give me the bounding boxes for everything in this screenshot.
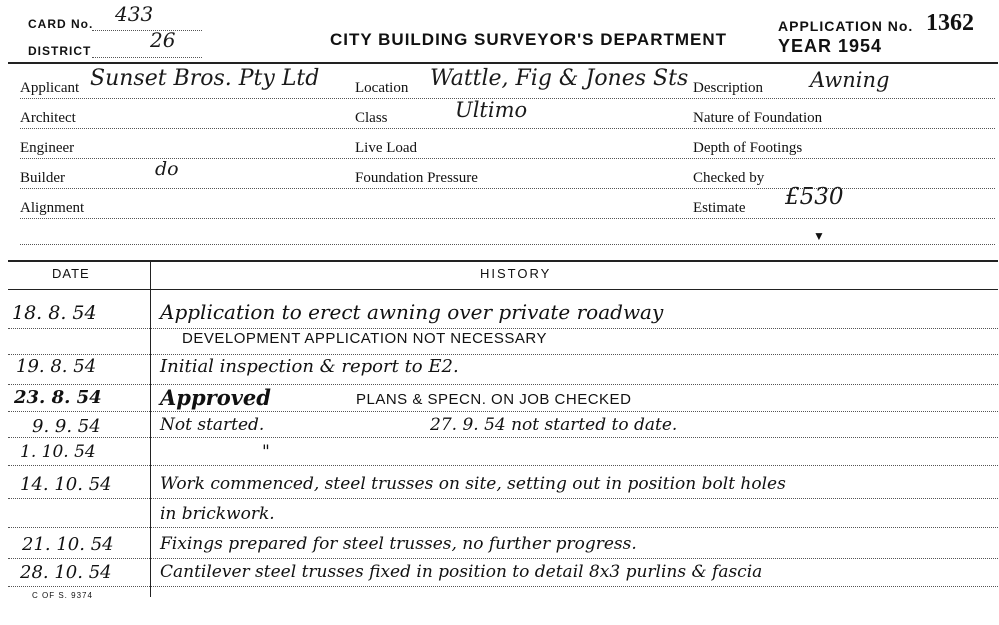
district-value: 26 [150,28,176,52]
location-label: Location [355,80,409,96]
history-text: Work commenced, steel trusses on site, setting out in position bolt holes [160,474,786,494]
builder-value: do [155,158,179,180]
class-value: Ultimo [455,98,528,122]
builder-label: Builder [20,170,65,186]
foundation-pressure-label: Foundation Pressure [355,170,478,186]
history-date: 9. 9. 54 [32,416,101,437]
history-date: 23. 8. 54 [14,387,102,408]
history-date: 1. 10. 54 [20,442,96,462]
applicant-label: Applicant [20,80,80,96]
history-text: Application to erect awning over private roadway [160,300,664,324]
architect-label: Architect [20,110,76,126]
description-value: Awning [810,68,890,92]
history-text: in brickwork. [160,504,275,524]
history-text: " [262,442,270,462]
date-column-header: DATE [52,266,90,281]
history-text: Approved [160,385,271,410]
depth-footings-label: Depth of Footings [693,140,803,156]
district-label: DISTRICT [28,44,92,58]
applicant-value: Sunset Bros. Pty Ltd [90,66,320,91]
form-number: C OF S. 9374 [32,591,93,600]
history-text: Not started. [160,415,265,435]
history-date: 21. 10. 54 [22,534,114,555]
history-text: Initial inspection & report to E2. [160,356,459,377]
history-extra: 27. 9. 54 not started to date. [430,415,678,435]
history-text: Cantilever steel trusses fixed in position to detail 8x3 purlins & fascia [160,562,763,582]
alignment-label: Alignment [20,200,85,216]
estimate-label: Estimate [693,200,746,216]
card-no-label: CARD No. [28,17,94,31]
application-no-label: APPLICATION No. [778,18,914,34]
nature-foundation-label: Nature of Foundation [693,110,823,126]
history-date: 14. 10. 54 [20,474,112,495]
history-text: Fixings prepared for steel trusses, no further progress. [160,534,637,554]
live-load-label: Live Load [355,140,418,156]
engineer-label: Engineer [20,140,75,156]
year-label: YEAR 1954 [778,36,883,56]
class-label: Class [355,110,388,126]
location-value: Wattle, Fig & Jones Sts [430,66,689,91]
history-date: 18. 8. 54 [12,302,97,324]
checked-by-label: Checked by [693,170,765,186]
department-title: CITY BUILDING SURVEYOR'S DEPARTMENT [330,30,728,49]
history-date: 19. 8. 54 [16,356,97,377]
tick-mark-icon: ▼ [813,229,825,243]
history-typed-note: PLANS & SPECN. ON JOB CHECKED [356,391,632,408]
history-column-header: HISTORY [480,266,552,281]
application-no-value: 1362 [926,10,974,36]
estimate-value: £530 [785,184,844,210]
history-date: 28. 10. 54 [20,562,112,583]
card-no-value: 433 [115,2,154,26]
description-label: Description [693,80,763,96]
history-text: DEVELOPMENT APPLICATION NOT NECESSARY [182,330,547,347]
